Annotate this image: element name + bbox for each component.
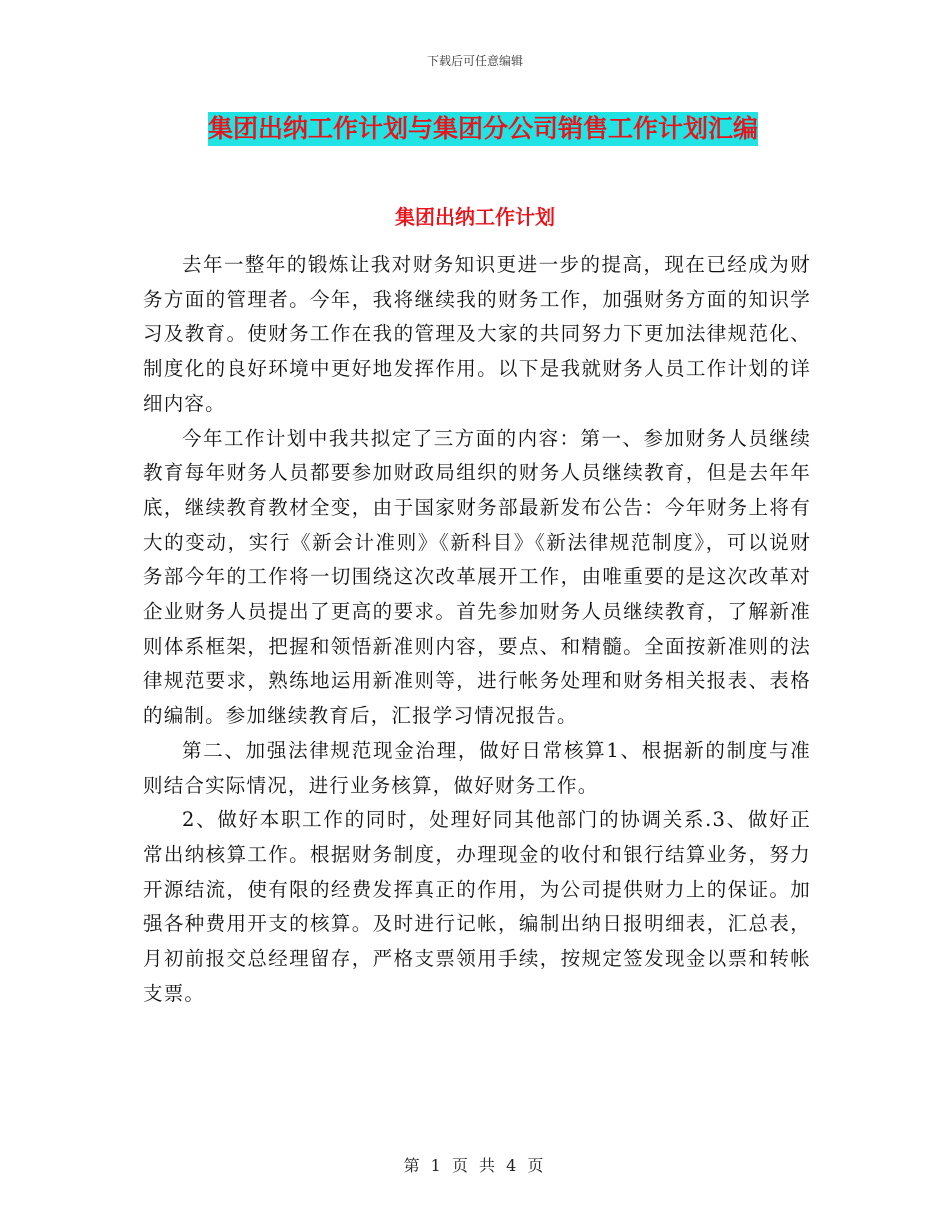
section-title: 集团出纳工作计划 [395,205,555,229]
document-title: 集团出纳工作计划与集团分公司销售工作计划汇编 [208,112,758,146]
paragraph-1: 去年一整年的锻炼让我对财务知识更进一步的提高，现在已经成为财务方面的管理者。今年，我将继续我的财务工作，加强财务方面的知识学习及教育。使财务工作在我的管理及大家的共同努力下更加法律规范化、制度化的良好环境中更好地发挥作用。以下是我就财务人员工作计划的详细内容。 [143,253,811,415]
document-title-container [208,112,788,146]
document-body [143,248,811,1011]
paragraph-2: 今年工作计划中我共拟定了三方面的内容：第一、参加财务人员继续教育每年财务人员都要参加财政局组织的财务人员继续教育，但是去年年底，继续教育教材全变，由于国家财务部最新发布公告：今年财务上将有大的变动，实行《新会计准则》《新科目》《新法律规范制度》，可以说财务部今年的工作将一切围绕这次改革展开工作，由唯重要的是这次改革对企业财务人员提出了更高的要求。首先参加财务人员继续教育，了解新准则体系框架，把握和领悟新准则内容，要点、和精髓。全面按新准则的法律规范要求，熟练地运用新准则等，进行帐务处理和财务相关报表、表格的编制。参加继续教育后，汇报学习情况报告。 [143,426,811,728]
paragraph-3: 第二、加强法律规范现金治理，做好日常核算1、根据新的制度与准则结合实际情况，进行业务核算，做好财务工作。 [143,738,811,797]
page-number-footer: 第 1 页 共 4 页 [403,1156,547,1175]
paragraph-4: 2、做好本职工作的同时，处理好同其他部门的协调关系.3、做好正常出纳核算工作。根据财务制度，办理现金的收付和银行结算业务，努力开源结流，使有限的经费发挥真正的作用，为公司提供财力上的保证。加强各种费用开支的核算。及时进行记帐，编制出纳日报明细表，汇总表，月初前报交总经理留存，严格支票领用手续，按规定签发现金以票和转帐支票。 [143,808,811,1005]
header-note: 下载后可任意编辑 [426,54,523,68]
